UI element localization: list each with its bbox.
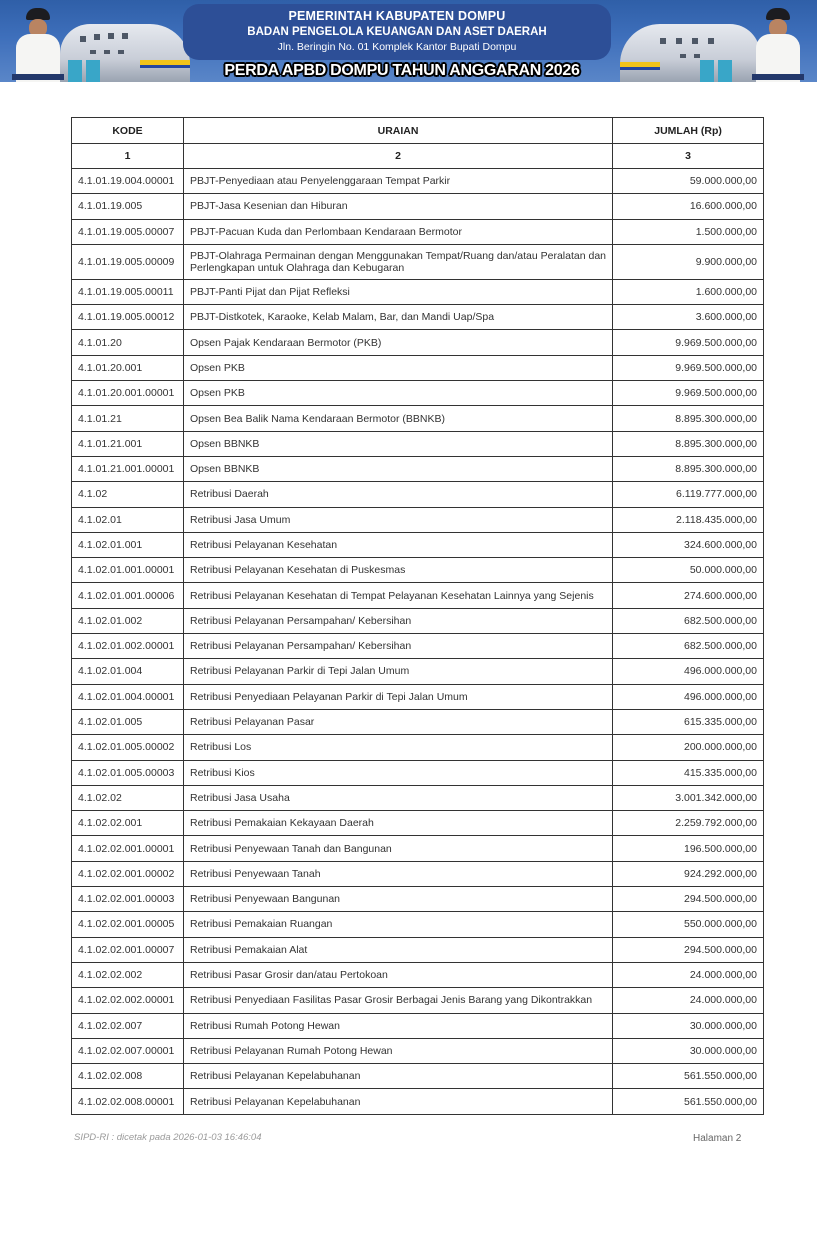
table-row [72,659,764,684]
row-uraian: Retribusi Penyediaan Pelayanan Parkir di Tepi Jalan Umum [183,684,612,709]
row-jumlah: 682.500.000,00 [613,634,764,659]
row-uraian: Retribusi Pasar Grosir dan/atau Pertokoan [183,962,612,987]
vice-regent-portrait [752,4,804,82]
table-row [72,988,764,1013]
row-uraian: Retribusi Pemakaian Alat [183,937,612,962]
row-uraian: PBJT-Distkotek, Karaoke, Kelab Malam, Bar, dan Mandi Uap/Spa [183,305,612,330]
row-kode: 4.1.01.19.005.00011 [72,279,184,304]
government-name: PEMERINTAH KABUPATEN DOMPU [288,9,506,23]
table-row [72,962,764,987]
table-row [72,634,764,659]
table-row [72,406,764,431]
column-number-3: 3 [613,144,764,169]
header-uraian: URAIAN [183,118,612,144]
table-row [72,381,764,406]
table-row [72,608,764,633]
row-uraian: Retribusi Jasa Usaha [183,785,612,810]
table-row [72,355,764,380]
row-uraian: Retribusi Pelayanan Kepelabuhanan [183,1064,612,1089]
row-jumlah: 496.000.000,00 [613,659,764,684]
row-uraian: Retribusi Los [183,735,612,760]
table-row [72,194,764,219]
row-kode: 4.1.02.02.001.00007 [72,937,184,962]
row-jumlah: 2.259.792.000,00 [613,811,764,836]
row-kode: 4.1.01.21.001 [72,431,184,456]
row-uraian: Opsen PKB [183,355,612,380]
row-jumlah: 294.500.000,00 [613,887,764,912]
table-row [72,861,764,886]
row-jumlah: 561.550.000,00 [613,1064,764,1089]
row-kode: 4.1.01.20.001 [72,355,184,380]
table-row [72,684,764,709]
row-uraian: PBJT-Penyediaan atau Penyelenggaraan Tempat Parkir [183,169,612,194]
print-timestamp: SIPD-RI : dicetak pada 2026-01-03 16:46:04 [74,1132,262,1143]
row-jumlah: 59.000.000,00 [613,169,764,194]
row-jumlah: 30.000.000,00 [613,1038,764,1063]
row-kode: 4.1.01.21.001.00001 [72,456,184,481]
row-jumlah: 196.500.000,00 [613,836,764,861]
row-uraian: Retribusi Pemakaian Ruangan [183,912,612,937]
header-banner [0,0,817,82]
table-row [72,279,764,304]
row-kode: 4.1.02.02.007 [72,1013,184,1038]
table-row [72,558,764,583]
row-jumlah: 3.001.342.000,00 [613,785,764,810]
row-jumlah: 550.000.000,00 [613,912,764,937]
row-kode: 4.1.01.19.005 [72,194,184,219]
table-row [72,330,764,355]
row-uraian: Opsen Pajak Kendaraan Bermotor (PKB) [183,330,612,355]
row-jumlah: 1.500.000,00 [613,219,764,244]
row-jumlah: 6.119.777.000,00 [613,482,764,507]
column-number-1: 1 [72,144,184,169]
row-kode: 4.1.02.02 [72,785,184,810]
table-row [72,456,764,481]
row-uraian: PBJT-Pacuan Kuda dan Perlombaan Kendaraan Bermotor [183,219,612,244]
budget-table [71,117,764,1115]
table-row [72,811,764,836]
row-kode: 4.1.02.01.005 [72,709,184,734]
table-row [72,887,764,912]
row-jumlah: 9.969.500.000,00 [613,330,764,355]
table-row [72,760,764,785]
row-kode: 4.1.02.02.001.00002 [72,861,184,886]
row-kode: 4.1.02.01.004 [72,659,184,684]
row-kode: 4.1.02.01.001 [72,532,184,557]
row-uraian: Opsen BBNKB [183,456,612,481]
row-jumlah: 50.000.000,00 [613,558,764,583]
row-jumlah: 496.000.000,00 [613,684,764,709]
agency-address: Jln. Beringin No. 01 Komplek Kantor Bupati Dompu [277,41,517,53]
row-uraian: Opsen BBNKB [183,431,612,456]
row-uraian: Retribusi Pemakaian Kekayaan Daerah [183,811,612,836]
row-uraian: Retribusi Jasa Umum [183,507,612,532]
document-title: PERDA APBD DOMPU TAHUN ANGGARAN 2026 [224,62,580,79]
row-jumlah: 16.600.000,00 [613,194,764,219]
table-row [72,583,764,608]
row-kode: 4.1.02.01 [72,507,184,532]
page-number: Halaman 2 [693,1133,742,1144]
row-jumlah: 200.000.000,00 [613,735,764,760]
row-jumlah: 24.000.000,00 [613,988,764,1013]
table-row [72,1064,764,1089]
row-jumlah: 682.500.000,00 [613,608,764,633]
column-number-row [72,144,764,169]
row-uraian: PBJT-Panti Pijat dan Pijat Refleksi [183,279,612,304]
row-kode: 4.1.01.19.004.00001 [72,169,184,194]
row-uraian: Retribusi Pelayanan Parkir di Tepi Jalan Umum [183,659,612,684]
table-row [72,1013,764,1038]
row-jumlah: 9.969.500.000,00 [613,381,764,406]
row-uraian: Retribusi Pelayanan Kepelabuhanan [183,1089,612,1114]
building-image-right [620,24,760,82]
header-kode: KODE [72,118,184,144]
table-row [72,912,764,937]
row-kode: 4.1.02 [72,482,184,507]
table-row [72,532,764,557]
row-kode: 4.1.01.21 [72,406,184,431]
row-uraian: Retribusi Pelayanan Kesehatan di Tempat Pelayanan Kesehatan Lainnya yang Sejenis [183,583,612,608]
table-row [72,244,764,279]
row-uraian: PBJT-Olahraga Permainan dengan Menggunakan Tempat/Ruang dan/atau Peralatan dan Perlengkapan untuk Olahraga dan Kebugaran [183,244,612,279]
table-row [72,431,764,456]
row-kode: 4.1.02.01.001.00006 [72,583,184,608]
row-kode: 4.1.02.02.001 [72,811,184,836]
row-uraian: PBJT-Jasa Kesenian dan Hiburan [183,194,612,219]
row-kode: 4.1.01.19.005.00012 [72,305,184,330]
row-jumlah: 1.600.000,00 [613,279,764,304]
header-jumlah: JUMLAH (Rp) [613,118,764,144]
table-row [72,735,764,760]
row-kode: 4.1.01.19.005.00007 [72,219,184,244]
row-jumlah: 3.600.000,00 [613,305,764,330]
row-jumlah: 9.900.000,00 [613,244,764,279]
row-uraian: Retribusi Rumah Potong Hewan [183,1013,612,1038]
table-row [72,507,764,532]
row-kode: 4.1.02.02.008 [72,1064,184,1089]
row-kode: 4.1.01.19.005.00009 [72,244,184,279]
row-jumlah: 924.292.000,00 [613,861,764,886]
row-jumlah: 2.118.435.000,00 [613,507,764,532]
row-kode: 4.1.02.01.005.00002 [72,735,184,760]
table-row [72,937,764,962]
row-jumlah: 415.335.000,00 [613,760,764,785]
row-uraian: Retribusi Pelayanan Persampahan/ Kebersihan [183,634,612,659]
row-uraian: Retribusi Kios [183,760,612,785]
row-kode: 4.1.01.20.001.00001 [72,381,184,406]
row-kode: 4.1.02.02.008.00001 [72,1089,184,1114]
row-jumlah: 8.895.300.000,00 [613,456,764,481]
table-header-row [72,118,764,144]
row-jumlah: 24.000.000,00 [613,962,764,987]
column-number-2: 2 [183,144,612,169]
row-uraian: Retribusi Pelayanan Pasar [183,709,612,734]
table-row [72,1089,764,1114]
row-kode: 4.1.02.01.002.00001 [72,634,184,659]
regent-portrait [12,4,64,82]
row-jumlah: 324.600.000,00 [613,532,764,557]
row-jumlah: 8.895.300.000,00 [613,406,764,431]
row-kode: 4.1.02.01.001.00001 [72,558,184,583]
row-jumlah: 30.000.000,00 [613,1013,764,1038]
row-uraian: Retribusi Pelayanan Kesehatan [183,532,612,557]
row-uraian: Retribusi Pelayanan Persampahan/ Kebersihan [183,608,612,633]
row-jumlah: 294.500.000,00 [613,937,764,962]
row-uraian: Retribusi Penyediaan Fasilitas Pasar Grosir Berbagai Jenis Barang yang Dikontrakkan [183,988,612,1013]
row-jumlah: 8.895.300.000,00 [613,431,764,456]
row-jumlah: 9.969.500.000,00 [613,355,764,380]
row-kode: 4.1.02.02.002 [72,962,184,987]
row-uraian: Opsen PKB [183,381,612,406]
table-row [72,1038,764,1063]
agency-name: BADAN PENGELOLA KEUANGAN DAN ASET DAERAH [247,26,547,38]
row-kode: 4.1.02.01.002 [72,608,184,633]
row-kode: 4.1.02.01.005.00003 [72,760,184,785]
row-kode: 4.1.01.20 [72,330,184,355]
row-kode: 4.1.02.02.007.00001 [72,1038,184,1063]
table-row [72,785,764,810]
row-kode: 4.1.02.01.004.00001 [72,684,184,709]
row-uraian: Retribusi Penyewaan Bangunan [183,887,612,912]
row-uraian: Retribusi Daerah [183,482,612,507]
building-image-left [60,24,190,82]
row-uraian: Retribusi Pelayanan Kesehatan di Puskesmas [183,558,612,583]
table-row [72,482,764,507]
row-uraian: Retribusi Penyewaan Tanah [183,861,612,886]
row-kode: 4.1.02.02.002.00001 [72,988,184,1013]
row-jumlah: 615.335.000,00 [613,709,764,734]
row-uraian: Retribusi Pelayanan Rumah Potong Hewan [183,1038,612,1063]
table-row [72,305,764,330]
row-kode: 4.1.02.02.001.00003 [72,887,184,912]
row-jumlah: 561.550.000,00 [613,1089,764,1114]
table-row [72,219,764,244]
row-kode: 4.1.02.02.001.00001 [72,836,184,861]
table-row [72,836,764,861]
row-jumlah: 274.600.000,00 [613,583,764,608]
table-row [72,169,764,194]
row-uraian: Retribusi Penyewaan Tanah dan Bangunan [183,836,612,861]
agency-title-box [183,4,611,60]
table-row [72,709,764,734]
row-kode: 4.1.02.02.001.00005 [72,912,184,937]
row-uraian: Opsen Bea Balik Nama Kendaraan Bermotor (BBNKB) [183,406,612,431]
